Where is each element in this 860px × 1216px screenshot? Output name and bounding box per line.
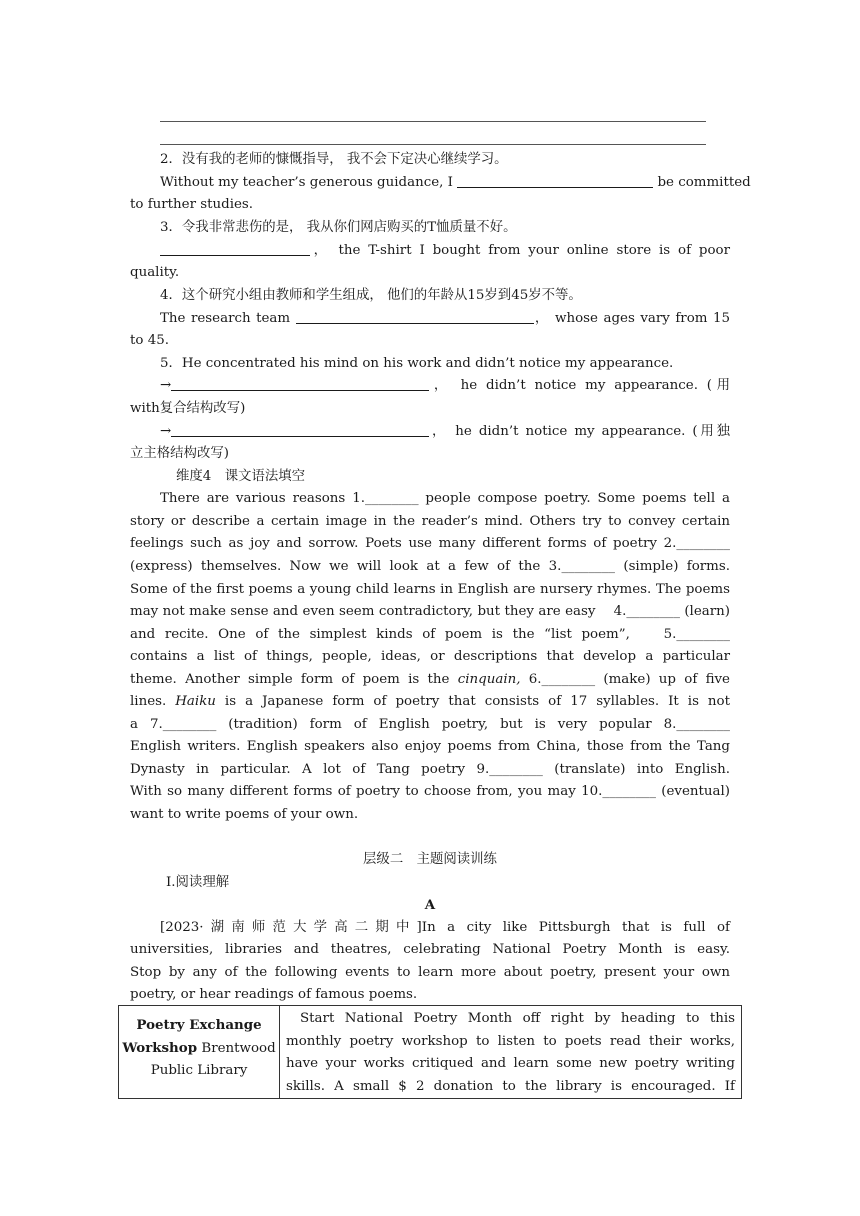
- arrow-icon: →: [160, 424, 172, 439]
- dimension4-title: 维度4 课文语法填空: [176, 469, 306, 484]
- event-table: [118, 1005, 742, 1099]
- q4-english: The research team ， whose ages vary from 15: [160, 311, 730, 326]
- answer-rule-line[interactable]: [160, 144, 706, 145]
- event-name-cell: Poetry Exchange Workshop Brentwood Public Library: [119, 1006, 280, 1099]
- passage-letter: A: [424, 897, 436, 913]
- passage-line: may not make sense and even seem contradictory, but they are easy 4.________ (learn): [130, 604, 730, 619]
- q5-rewrite-b: → ， he didn’t notice my appearance. (用独: [160, 424, 730, 439]
- q4-english-cont: to 45.: [130, 333, 169, 348]
- passage-line: Dynasty in particular. A lot of Tang poetry 9.________ (translate) into English.: [130, 762, 730, 777]
- q5-sentence: 5．He concentrated his mind on his work and didn’t notice my appearance.: [160, 356, 674, 371]
- passage-line: story or describe a certain image in the reader’s mind. Others try to convey certain: [130, 514, 730, 529]
- passage-line: There are various reasons 1.________ people compose poetry. Some poems tell a: [160, 491, 730, 506]
- passage-line: contains a list of things, people, ideas, or descriptions that develop a particular: [130, 649, 730, 664]
- q5-rewrite-a: → ， he didn’t notice my appearance. (用: [160, 378, 730, 393]
- intro-line: universities, libraries and theatres, celebrating National Poetry Month is easy.: [130, 942, 730, 957]
- fill-blank[interactable]: [160, 242, 310, 256]
- q5-rewrite-a-cont: with复合结构改写): [130, 401, 246, 416]
- answer-rule-line[interactable]: [160, 121, 706, 122]
- q3-chinese: 3．令我非常悲伤的是， 我从你们网店购买的T恤质量不好。: [160, 220, 517, 235]
- fill-blank[interactable]: [457, 174, 653, 188]
- fill-blank[interactable]: [171, 423, 429, 437]
- passage-line: lines. Haiku is a Japanese form of poetry that consists of 17 syllables. It is not: [130, 694, 731, 709]
- intro-line: poetry, or hear readings of famous poems.: [130, 987, 418, 1002]
- fill-blank[interactable]: [171, 377, 429, 391]
- passage-line: feelings such as joy and sorrow. Poets use many different forms of poetry 2.________: [130, 536, 730, 551]
- passage-line: Some of the first poems a young child learns in English are nursery rhymes. The poems: [130, 582, 730, 597]
- arrow-icon: →: [160, 378, 172, 393]
- q5-rewrite-b-cont: 立主格结构改写): [130, 446, 229, 461]
- passage-line: want to write poems of your own.: [130, 807, 359, 822]
- passage-line: theme. Another simple form of poem is the cinquain, 6.________ (make) up of five: [130, 672, 730, 687]
- q2-english: Without my teacher’s generous guidance, I be committed: [160, 175, 751, 190]
- intro-line: Stop by any of the following events to learn more about poetry, present your own: [130, 965, 730, 980]
- passage-line: (express) themselves. Now we will look at a few of the 3.________ (simple) forms.: [130, 559, 730, 574]
- q3-english: ， the T-shirt I bought from your online store is of poor: [130, 240, 730, 263]
- passage-line: a 7.________ (tradition) form of English poetry, but is very popular 8.________: [130, 717, 730, 732]
- passage-line: English writers. English speakers also enjoy poems from China, those from the Tang: [130, 739, 730, 754]
- passage-line: and recite. One of the simplest kinds of poem is the “list poem”, 5.________: [130, 627, 730, 642]
- q3-english-cont: quality.: [130, 265, 180, 280]
- q2-chinese: 2．没有我的老师的慷慨指导， 我不会下定决心继续学习。: [160, 152, 508, 167]
- passage-line: With so many different forms of poetry to choose from, you may 10.________ (eventual): [130, 784, 730, 799]
- intro-line: [2023·湖南师范大学高二期中]In a city like Pittsburgh that is full of: [160, 920, 730, 935]
- q2-english-cont: to further studies.: [130, 197, 254, 212]
- table-row: [119, 1006, 742, 1099]
- section-heading: Ⅰ.阅读理解: [166, 875, 230, 890]
- q4-chinese: 4．这个研究小组由教师和学生组成， 他们的年龄从15岁到45岁不等。: [160, 288, 582, 303]
- fill-blank[interactable]: [296, 310, 534, 324]
- level2-title: 层级二 主题阅读训练: [363, 852, 497, 867]
- event-description-cell: Start National Poetry Month off right by heading to this monthly poetry workshop to listen to poets read their works, have your works critiqued and learn some new poetry writing skills. A small $ 2 donation to the library is encouraged. If: [280, 1006, 742, 1099]
